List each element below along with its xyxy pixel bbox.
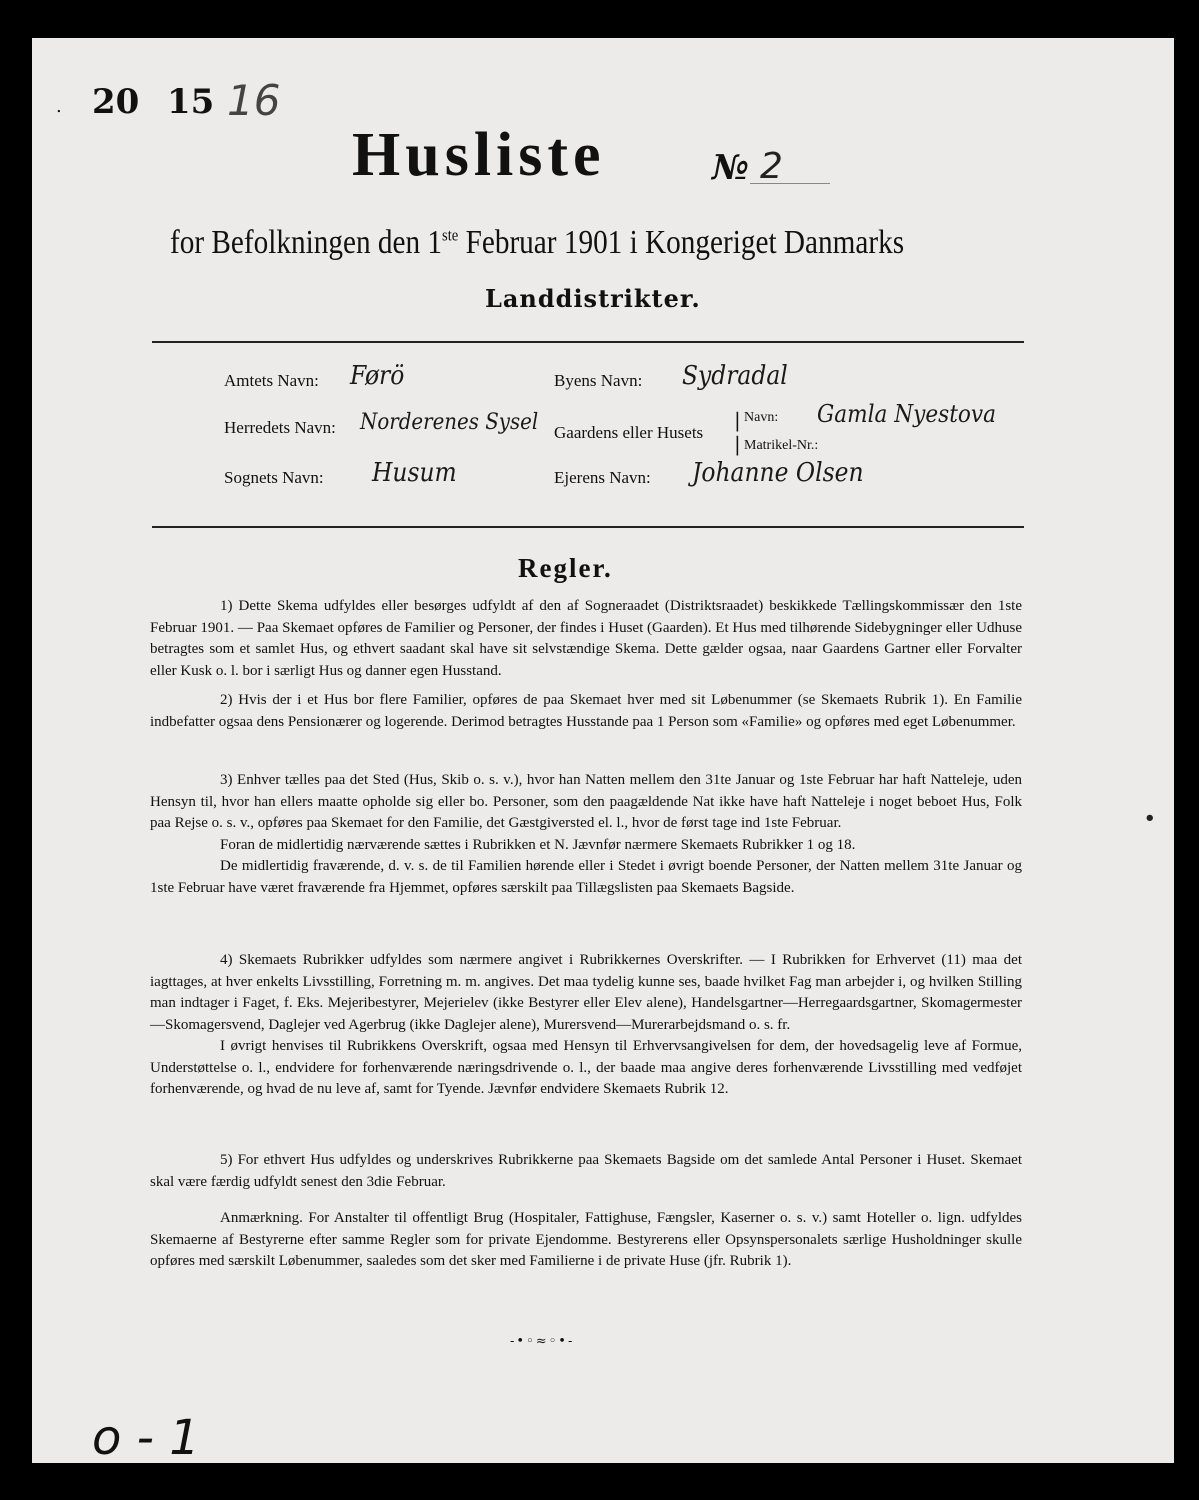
page-title: Husliste bbox=[352, 121, 606, 189]
gaard-label: Gaardens eller Husets bbox=[554, 423, 704, 442]
form-number-15: 15 bbox=[167, 82, 215, 122]
handwritten-bottom-note: o - 1 bbox=[92, 1410, 200, 1466]
census-form-page bbox=[32, 38, 1174, 1466]
rule-4-text-b: I øvrigt henvises til Rubrikkens Overskrift, ogsaa med Hensyn til Erhvervsangivelsen for dem, der hovedsagelig leve af Formue, Understøttelse o. l., endvidere for forhenværende næringsdrivende o. l., der baade maa angive deres forhenværende Livsstilling med vedføjet forhenværende, og hvad de nu leve af, samt for Tyende. Jævnfør endvidere Skemaets Rubrik 12. bbox=[150, 1038, 1022, 1097]
rule-2-text: 2) Hvis der i et Hus bor flere Familier, opføres de paa Skemaet hver med sit Løbenummer (se Skemaets Rubrik 1). En Familie indbefatter ogsaa dens Pensionærer og logerende. Derimod betragtes Husstande paa 1 Person som «Familie» og opføres med eget Løbenummer. bbox=[150, 692, 1022, 730]
number-underline bbox=[750, 183, 830, 184]
subtitle-part-1: for Befolkningen den 1 bbox=[170, 224, 443, 261]
rule-4 bbox=[150, 950, 1022, 1101]
note bbox=[150, 1208, 1022, 1273]
rule-5 bbox=[150, 1150, 1022, 1193]
by-label: Byens Navn: bbox=[554, 371, 643, 390]
rule-2 bbox=[150, 690, 1022, 733]
rule-4-text-a: 4) Skemaets Rubrikker udfyldes som nærmere angivet i Rubrikkernes Overskrifter. — I Rubrikken for Erhvervet (11) maa det iagttages, at hver enkelts Livsstilling, Forretning m. m. angives. Det maa tydelig kunne ses, baade hvilket Fag man arbejder i, og hvilken Stilling man indtager i Faget, f. Eks. Mejeribestyrer, Mejerielev (ikke Bestyrer eller Elev alene), Handelsgartner—Herregaardsgartner, Skomagermester—Skomagersvend, Daglejer ved Agerbrug (ikke Daglejer alene), Murersvend—Murerarbejdsmand o. s. fr. bbox=[150, 952, 1022, 1033]
list-number-value: 2 bbox=[760, 146, 783, 187]
sogn-label: Sognets Navn: bbox=[224, 468, 324, 487]
note-text: Anmærkning. For Anstalter til offentligt Brug (Hospitaler, Fattighuse, Fængsler, Kaserner o. s. v.) samt Hoteller o. lign. udfyldes Skemaerne af Bestyrerne efter samme Regler som for private Ejendomme. Bestyrerens eller Opsynspersonalets særlige Husholdninger skulle opføres med særskilt Løbenummer, saaledes som det sker med Familierne i de private Huse (jfr. Rubrik 1). bbox=[150, 1210, 1022, 1269]
number-sign: № bbox=[712, 148, 749, 188]
handwritten-number-16: 16 bbox=[227, 76, 281, 125]
rule-3 bbox=[150, 770, 1022, 899]
rule-5-text: 5) For ethvert Hus udfyldes og underskrives Rubrikkerne paa Skemaets Bagside om det samlede Antal Personer i Huset. Skemaet skal være færdig udfyldt senest den 3die Februar. bbox=[150, 1152, 1022, 1190]
herred-value: Norderenes Sysel bbox=[360, 410, 539, 435]
ejer-value: Johanne Olsen bbox=[692, 458, 864, 488]
margin-mark: • bbox=[1144, 808, 1156, 829]
amt-value: Førö bbox=[350, 361, 405, 391]
gaard-navn-label: Navn: bbox=[744, 410, 779, 425]
rule-3-text-c: De midlertidig fraværende, d. v. s. de til Familien hørende eller i Stedet i øvrigt boende Personer, der Natten mellem 31te Januar og 1ste Februar have været fraværende fra Hjemmet, opføres særskilt paa Tillægslisten paa Skemaets Bagside. bbox=[150, 858, 1022, 896]
rules-heading: Regler. bbox=[518, 553, 613, 583]
district-heading: Landdistrikter. bbox=[485, 284, 701, 313]
margin-dot: . bbox=[56, 96, 62, 117]
gaard-brace-bottom: | bbox=[734, 432, 741, 456]
gaard-navn-value: Gamla Nyestova bbox=[817, 400, 997, 428]
herred-label: Herredets Navn: bbox=[224, 418, 336, 437]
form-number-20: 20 bbox=[92, 82, 140, 122]
subtitle-part-2: Februar 1901 i Kongeriget Danmarks bbox=[458, 224, 905, 261]
rule-1 bbox=[150, 596, 1022, 682]
ejer-label: Ejerens Navn: bbox=[554, 468, 651, 487]
subtitle-superscript: ste bbox=[442, 225, 459, 245]
bottom-divider bbox=[152, 526, 1024, 528]
rule-3-text-a: 3) Enhver tælles paa det Sted (Hus, Skib o. s. v.), hvor han Natten mellem den 31te Januar og 1ste Februar har haft Natteleje, uden Hensyn til, hvor han ellers maatte opholde sig eller bo. Personer, som den paagældende Nat ikke have haft Natteleje i noget beboet Hus, Folk paa Rejse o. s. v., opføres paa Skemaet for den Familie, det Gæstgiversted el. l., hvor de først tage ind 1ste Februar. bbox=[150, 772, 1022, 831]
amt-label: Amtets Navn: bbox=[224, 371, 319, 390]
sogn-value: Husum bbox=[372, 458, 457, 488]
by-value: Sydradal bbox=[682, 361, 788, 391]
top-divider bbox=[152, 341, 1024, 343]
gaard-brace-top: | bbox=[734, 408, 741, 432]
page-subtitle bbox=[170, 224, 904, 262]
rule-1-text: 1) Dette Skema udfyldes eller besørges udfyldt af den af Sogneraadet (Distriktsraadet) beskikkede Tællingskommissær den 1ste Februar 1901. — Paa Skemaet opføres de Familier og Personer, der findes i Huset (Gaarden). Et Hus med tilhørende Sidebygninger eller Udhuse betragtes som et samlet Hus, og ethvert saadant skal have sit selvstændige Skema. Dette gælder ogsaa, naar Gaardens Gartner eller Forvalter eller Kusk o. l. bor i særligt Hus og danner egen Husstand. bbox=[150, 598, 1022, 679]
rule-3-text-b: Foran de midlertidig nærværende sættes i Rubrikken et N. Jævnfør nærmere Skemaets Rubrikker 1 og 18. bbox=[220, 836, 856, 853]
matrikel-label: Matrikel-Nr.: bbox=[744, 438, 819, 453]
ornament: -•◦≈◦•- bbox=[510, 1334, 575, 1349]
